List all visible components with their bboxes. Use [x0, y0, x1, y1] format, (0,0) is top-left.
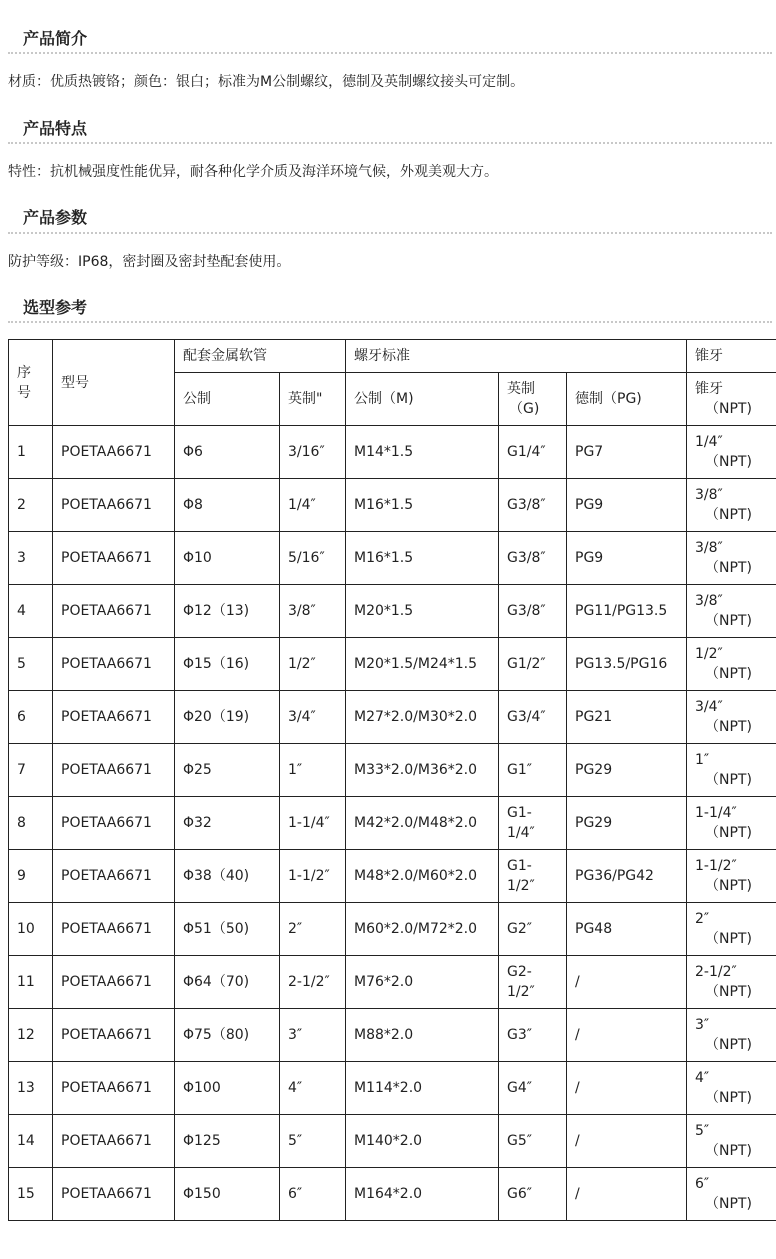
cell-index: 7 — [9, 744, 53, 797]
cell-thread-british: G1-1/4″ — [499, 797, 567, 850]
table-row — [9, 850, 776, 903]
table-row — [9, 956, 776, 1009]
cell-hose-imperial: 2-1/2″ — [280, 956, 346, 1009]
cell-index: 15 — [9, 1168, 53, 1221]
cell-hose-metric: Φ100 — [175, 1062, 280, 1115]
cell-index: 13 — [9, 1062, 53, 1115]
header-taper: 锥牙 — [687, 340, 776, 373]
header-hose-metric: 公制 — [175, 373, 280, 426]
cell-taper-npt: 6″ （NPT) — [687, 1168, 776, 1221]
cell-thread-metric: M14*1.5 — [346, 426, 499, 479]
header-taper-npt: 锥牙 （NPT) — [687, 373, 776, 426]
header-hose: 配套金属软管 — [175, 340, 346, 373]
cell-model: POETAA6671 — [53, 1009, 175, 1062]
cell-hose-imperial: 1/4″ — [280, 479, 346, 532]
cell-model: POETAA6671 — [53, 585, 175, 638]
section-title-selection: 选型参考 — [23, 298, 88, 317]
cell-thread-british: G3/8″ — [499, 532, 567, 585]
cell-thread-german: / — [567, 1009, 687, 1062]
cell-thread-british: G3/8″ — [499, 479, 567, 532]
cell-index: 8 — [9, 797, 53, 850]
cell-taper-npt: 2-1/2″ （NPT) — [687, 956, 776, 1009]
cell-hose-metric: Φ6 — [175, 426, 280, 479]
cell-hose-imperial: 5″ — [280, 1115, 346, 1168]
cell-thread-german: PG21 — [567, 691, 687, 744]
cell-taper-npt: 1-1/2″ （NPT) — [687, 850, 776, 903]
cell-thread-metric: M60*2.0/M72*2.0 — [346, 903, 499, 956]
cell-taper-npt: 1-1/4″ （NPT) — [687, 797, 776, 850]
cell-taper-npt: 1/2″ （NPT) — [687, 638, 776, 691]
header-hose-imperial: 英制" — [280, 373, 346, 426]
cell-model: POETAA6671 — [53, 426, 175, 479]
cell-thread-metric: M16*1.5 — [346, 479, 499, 532]
cell-thread-metric: M114*2.0 — [346, 1062, 499, 1115]
cell-thread-german: PG11/PG13.5 — [567, 585, 687, 638]
cell-thread-british: G1″ — [499, 744, 567, 797]
cell-hose-metric: Φ75（80) — [175, 1009, 280, 1062]
cell-index: 12 — [9, 1009, 53, 1062]
cell-model: POETAA6671 — [53, 1168, 175, 1221]
header-thread-metric: 公制（M) — [346, 373, 499, 426]
cell-model: POETAA6671 — [53, 532, 175, 585]
table-row — [9, 426, 776, 479]
cell-thread-british: G1-1/2″ — [499, 850, 567, 903]
cell-hose-metric: Φ150 — [175, 1168, 280, 1221]
cell-thread-british: G1/4″ — [499, 426, 567, 479]
section-divider — [8, 232, 772, 234]
cell-index: 9 — [9, 850, 53, 903]
cell-thread-german: / — [567, 1062, 687, 1115]
cell-hose-metric: Φ15（16) — [175, 638, 280, 691]
cell-thread-german: PG9 — [567, 532, 687, 585]
cell-hose-imperial: 6″ — [280, 1168, 346, 1221]
section-text-features: 特性：抗机械强度性能优异，耐各种化学介质及海洋环境气候，外观美观大方。 — [8, 164, 498, 180]
cell-thread-german: PG48 — [567, 903, 687, 956]
cell-hose-metric: Φ125 — [175, 1115, 280, 1168]
cell-model: POETAA6671 — [53, 691, 175, 744]
cell-hose-imperial: 3″ — [280, 1009, 346, 1062]
table-row — [9, 585, 776, 638]
cell-thread-british: G3/4″ — [499, 691, 567, 744]
cell-model: POETAA6671 — [53, 1062, 175, 1115]
cell-model: POETAA6671 — [53, 903, 175, 956]
cell-hose-metric: Φ32 — [175, 797, 280, 850]
cell-thread-metric: M16*1.5 — [346, 532, 499, 585]
cell-thread-british: G1/2″ — [499, 638, 567, 691]
cell-index: 2 — [9, 479, 53, 532]
cell-thread-german: PG13.5/PG16 — [567, 638, 687, 691]
cell-index: 11 — [9, 956, 53, 1009]
table-row — [9, 691, 776, 744]
cell-hose-imperial: 3/16″ — [280, 426, 346, 479]
cell-hose-metric: Φ51（50) — [175, 903, 280, 956]
cell-thread-metric: M42*2.0/M48*2.0 — [346, 797, 499, 850]
cell-taper-npt: 3/4″ （NPT) — [687, 691, 776, 744]
table-row — [9, 479, 776, 532]
cell-model: POETAA6671 — [53, 1115, 175, 1168]
section-text-params: 防护等级：IP68，密封圈及密封垫配套使用。 — [8, 254, 291, 270]
cell-hose-metric: Φ8 — [175, 479, 280, 532]
cell-thread-german: PG9 — [567, 479, 687, 532]
cell-thread-metric: M27*2.0/M30*2.0 — [346, 691, 499, 744]
cell-index: 14 — [9, 1115, 53, 1168]
section-divider — [8, 52, 772, 54]
table-row — [9, 1168, 776, 1221]
cell-hose-metric: Φ10 — [175, 532, 280, 585]
cell-model: POETAA6671 — [53, 638, 175, 691]
cell-hose-imperial: 1-1/4″ — [280, 797, 346, 850]
cell-hose-metric: Φ20（19) — [175, 691, 280, 744]
cell-taper-npt: 3/8″ （NPT) — [687, 479, 776, 532]
cell-thread-british: G3″ — [499, 1009, 567, 1062]
cell-hose-imperial: 2″ — [280, 903, 346, 956]
section-divider — [8, 142, 772, 144]
cell-index: 4 — [9, 585, 53, 638]
table-row — [9, 1062, 776, 1115]
section-title-params: 产品参数 — [23, 208, 88, 227]
cell-thread-metric: M48*2.0/M60*2.0 — [346, 850, 499, 903]
cell-model: POETAA6671 — [53, 956, 175, 1009]
cell-index: 1 — [9, 426, 53, 479]
header-index: 序号 — [9, 340, 53, 426]
section-title-intro: 产品简介 — [23, 29, 88, 48]
cell-thread-metric: M164*2.0 — [346, 1168, 499, 1221]
cell-model: POETAA6671 — [53, 850, 175, 903]
cell-thread-british: G5″ — [499, 1115, 567, 1168]
cell-model: POETAA6671 — [53, 797, 175, 850]
header-thread-british: 英制 （G) — [499, 373, 567, 426]
cell-thread-german: PG7 — [567, 426, 687, 479]
cell-hose-imperial: 1/2″ — [280, 638, 346, 691]
cell-thread-metric: M140*2.0 — [346, 1115, 499, 1168]
cell-taper-npt: 3″ （NPT) — [687, 1009, 776, 1062]
cell-index: 3 — [9, 532, 53, 585]
cell-index: 6 — [9, 691, 53, 744]
section-text-intro: 材质：优质热镀铬；颜色：银白；标准为M公制螺纹，德制及英制螺纹接头可定制。 — [8, 74, 525, 90]
cell-thread-metric: M20*1.5 — [346, 585, 499, 638]
section-divider — [8, 321, 772, 323]
cell-hose-imperial: 4″ — [280, 1062, 346, 1115]
cell-taper-npt: 2″ （NPT) — [687, 903, 776, 956]
table-row — [9, 1115, 776, 1168]
cell-thread-metric: M33*2.0/M36*2.0 — [346, 744, 499, 797]
table-row — [9, 797, 776, 850]
selection-table — [8, 339, 776, 1221]
cell-thread-german: PG29 — [567, 797, 687, 850]
cell-thread-german: PG29 — [567, 744, 687, 797]
table-row — [9, 638, 776, 691]
cell-thread-british: G6″ — [499, 1168, 567, 1221]
cell-hose-metric: Φ64（70) — [175, 956, 280, 1009]
cell-hose-metric: Φ38（40) — [175, 850, 280, 903]
cell-thread-british: G4″ — [499, 1062, 567, 1115]
cell-thread-german: / — [567, 1115, 687, 1168]
cell-index: 10 — [9, 903, 53, 956]
cell-thread-metric: M88*2.0 — [346, 1009, 499, 1062]
cell-hose-imperial: 3/4″ — [280, 691, 346, 744]
cell-thread-british: G2″ — [499, 903, 567, 956]
cell-thread-metric: M76*2.0 — [346, 956, 499, 1009]
header-model: 型号 — [53, 340, 175, 426]
cell-thread-metric: M20*1.5/M24*1.5 — [346, 638, 499, 691]
cell-model: POETAA6671 — [53, 744, 175, 797]
cell-thread-german: / — [567, 956, 687, 1009]
cell-taper-npt: 3/8″ （NPT) — [687, 585, 776, 638]
cell-hose-imperial: 1-1/2″ — [280, 850, 346, 903]
cell-thread-german: / — [567, 1168, 687, 1221]
table-row — [9, 1009, 776, 1062]
cell-taper-npt: 3/8″ （NPT) — [687, 532, 776, 585]
cell-hose-imperial: 3/8″ — [280, 585, 346, 638]
cell-hose-metric: Φ12（13) — [175, 585, 280, 638]
table-row — [9, 903, 776, 956]
header-thread: 螺牙标准 — [346, 340, 687, 373]
cell-taper-npt: 5″ （NPT) — [687, 1115, 776, 1168]
table-header-row — [9, 340, 776, 373]
cell-hose-metric: Φ25 — [175, 744, 280, 797]
section-title-features: 产品特点 — [23, 119, 88, 138]
cell-thread-british: G3/8″ — [499, 585, 567, 638]
cell-taper-npt: 1″ （NPT) — [687, 744, 776, 797]
cell-model: POETAA6671 — [53, 479, 175, 532]
cell-index: 5 — [9, 638, 53, 691]
cell-taper-npt: 1/4″ （NPT) — [687, 426, 776, 479]
table-row — [9, 532, 776, 585]
cell-hose-imperial: 5/16″ — [280, 532, 346, 585]
header-thread-german: 德制（PG) — [567, 373, 687, 426]
cell-taper-npt: 4″ （NPT) — [687, 1062, 776, 1115]
cell-hose-imperial: 1″ — [280, 744, 346, 797]
cell-thread-german: PG36/PG42 — [567, 850, 687, 903]
cell-thread-british: G2-1/2″ — [499, 956, 567, 1009]
table-row — [9, 744, 776, 797]
